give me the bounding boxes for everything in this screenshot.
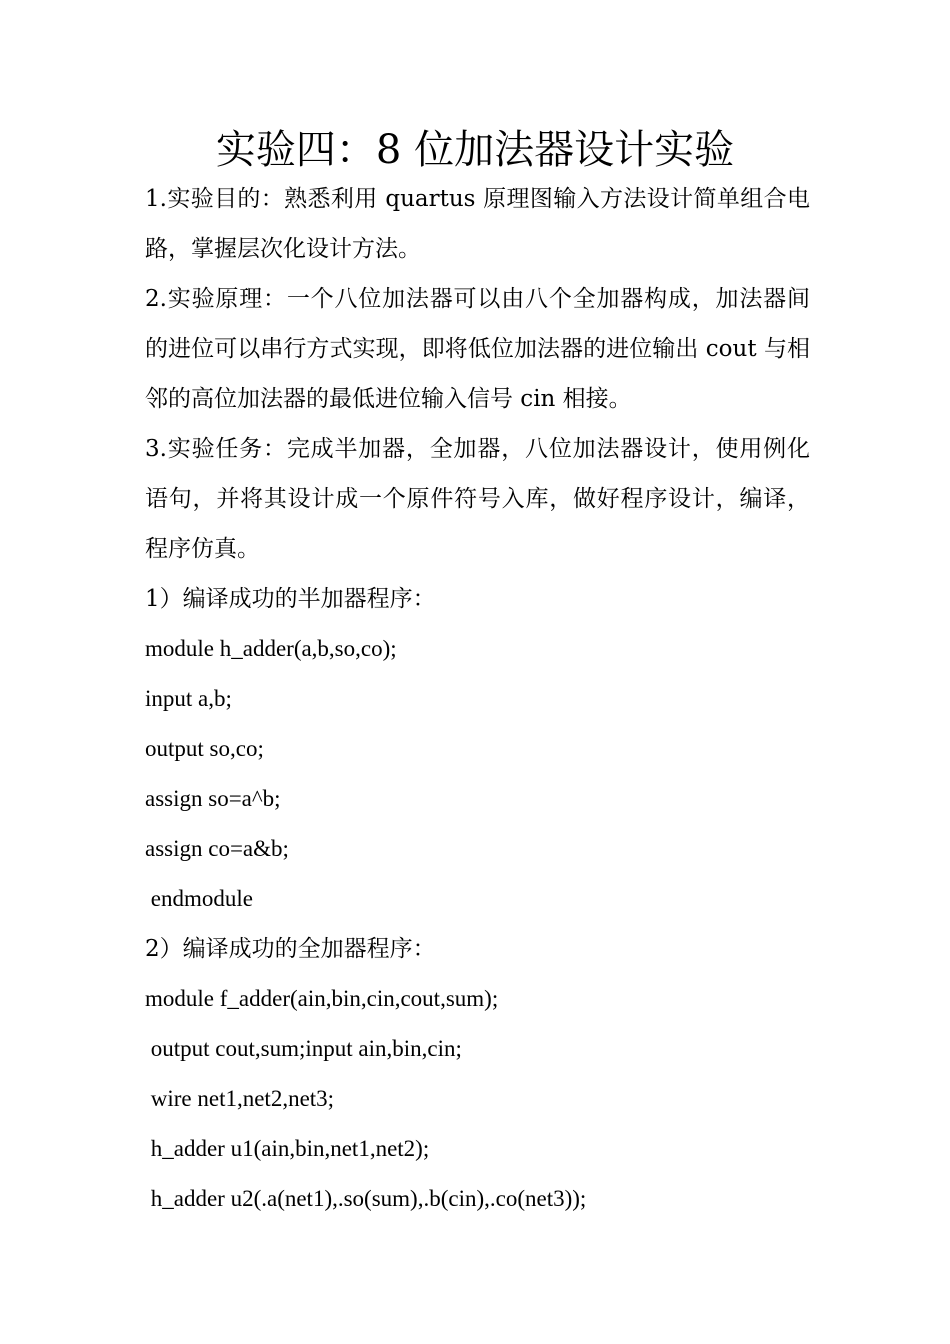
half-adder-code-block	[145, 624, 810, 924]
full-adder-code-block	[145, 974, 810, 1224]
document-body	[145, 174, 810, 1224]
code-line: module h_adder(a,b,so,co);	[145, 636, 397, 661]
purpose-paragraph: 1.实验目的：熟悉利用 quartus 原理图输入方法设计简单组合电路，掌握层次化设计方法。	[145, 186, 810, 262]
task-paragraph: 3.实验任务：完成半加器，全加器，八位加法器设计，使用例化语句，并将其设计成一个原件符号入库，做好程序设计，编译，程序仿真。	[145, 436, 810, 562]
principle-paragraph: 2.实验原理：一个八位加法器可以由八个全加器构成，加法器间的进位可以串行方式实现，即将低位加法器的进位输出 cout 与相邻的高位加法器的最低进位输入信号 cin 相接。	[145, 286, 810, 412]
document-title: 实验四：8 位加法器设计实验	[215, 127, 735, 173]
half-adder-heading: 1）编译成功的半加器程序：	[145, 586, 436, 612]
code-line: output so,co;	[145, 736, 264, 761]
code-line: wire net1,net2,net3;	[145, 1086, 335, 1111]
code-line: input a,b;	[145, 686, 232, 711]
code-line: assign co=a&b;	[145, 836, 289, 861]
full-adder-heading: 2）编译成功的全加器程序：	[145, 936, 436, 962]
code-line: module f_adder(ain,bin,cin,cout,sum);	[145, 986, 499, 1011]
code-line: assign so=a^b;	[145, 786, 281, 811]
code-line: h_adder u1(ain,bin,net1,net2);	[145, 1136, 430, 1161]
code-line: output cout,sum;input ain,bin,cin;	[145, 1036, 462, 1061]
code-line: endmodule	[145, 886, 253, 911]
code-line: h_adder u2(.a(net1),.so(sum),.b(cin),.co(net3));	[145, 1186, 587, 1211]
